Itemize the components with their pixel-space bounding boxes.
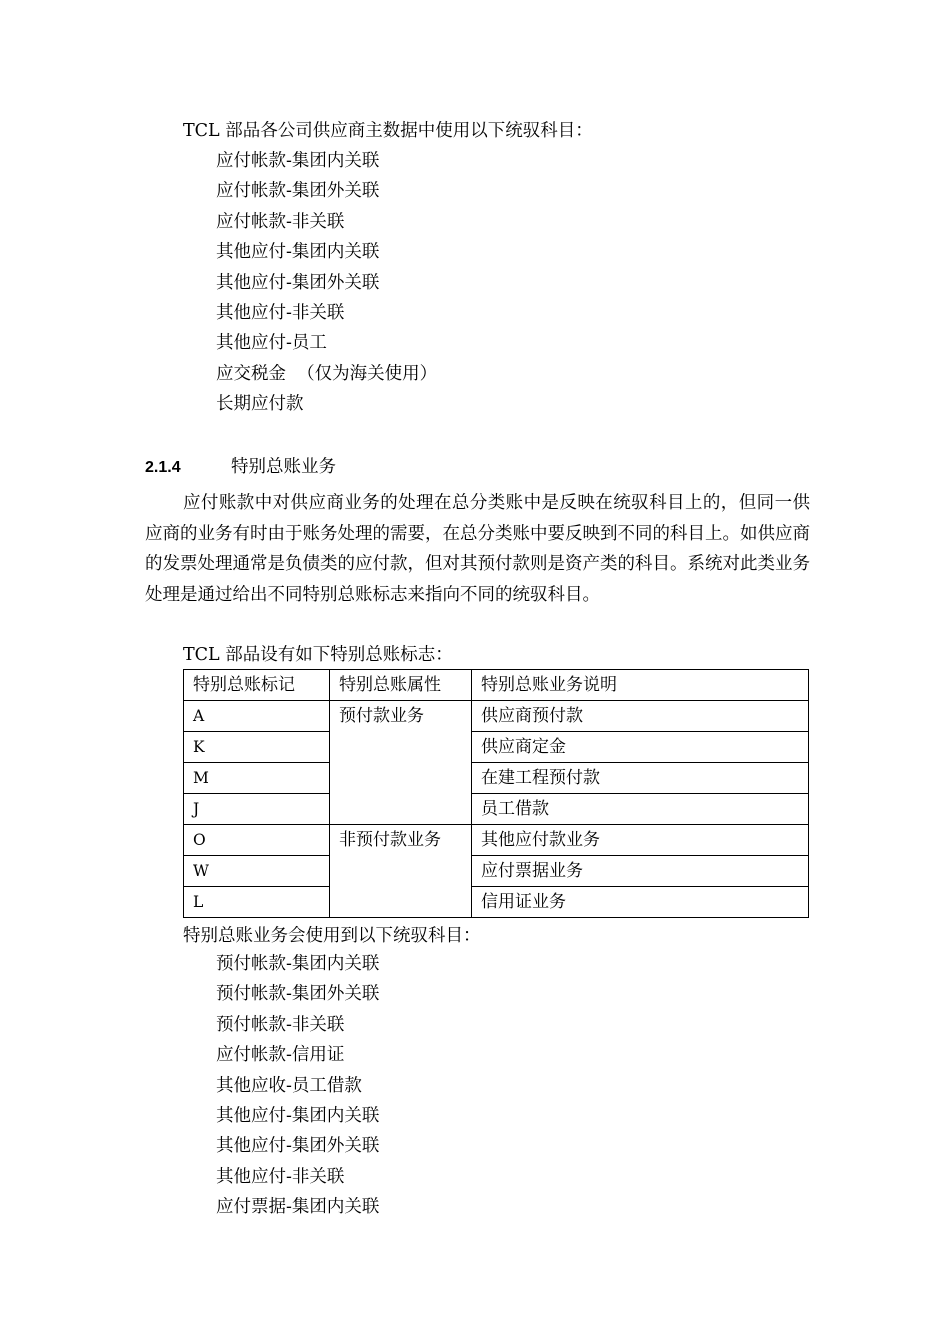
indicator-cell: L	[184, 887, 330, 918]
column-header-attribute: 特别总账属性	[330, 670, 472, 701]
column-header-indicator: 特别总账标记	[184, 670, 330, 701]
list-item: 其他应付-集团外关联	[216, 1136, 380, 1157]
description-cell: 在建工程预付款	[472, 763, 809, 794]
special-gl-indicator-table	[183, 669, 809, 918]
table-row	[184, 763, 809, 794]
table-intro: TCL 部品设有如下特别总账标志：	[183, 645, 453, 665]
list-item: 其他应付-员工	[216, 333, 327, 354]
indicator-cell: K	[184, 732, 330, 763]
table-row	[184, 856, 809, 887]
section-title: 特别总账业务	[231, 457, 336, 477]
list-item: 其他应付-集团内关联	[216, 1105, 380, 1126]
special-gl-account-list	[216, 953, 379, 1227]
list-item: 应付帐款-集团内关联	[216, 151, 380, 171]
table-row	[184, 887, 809, 918]
list-item: 应付帐款-集团外关联	[216, 181, 380, 202]
indicator-cell: J	[184, 794, 330, 825]
list-item: 应付帐款-信用证	[216, 1045, 345, 1066]
list-item: 长期应付款	[216, 394, 304, 415]
special-gl-accounts-intro: 特别总账业务会使用到以下统驭科目：	[183, 926, 481, 946]
list-item: 应付票据-集团内关联	[216, 1197, 380, 1218]
section-heading	[145, 456, 336, 479]
indicator-cell: M	[184, 763, 330, 794]
table-header-row	[184, 670, 809, 701]
supplier-reconciliation-account-list	[216, 150, 437, 424]
list-item: 其他应付-集团外关联	[216, 272, 380, 293]
attribute-cell-non-prepayment: 非预付款业务	[330, 825, 472, 918]
column-header-description: 特别总账业务说明	[472, 670, 809, 701]
supplier-accounts-intro: TCL 部品各公司供应商主数据中使用以下统驭科目：	[183, 121, 593, 141]
list-item: 应交税金 （仅为海关使用）	[216, 363, 438, 384]
list-item: 预付帐款-集团内关联	[216, 954, 380, 974]
indicator-cell: O	[184, 825, 330, 856]
table-row	[184, 794, 809, 825]
table-row	[184, 732, 809, 763]
list-item: 其他应付-非关联	[216, 302, 345, 323]
list-item: 其他应收-员工借款	[216, 1075, 362, 1096]
indicator-cell: A	[184, 701, 330, 732]
list-item: 预付帐款-集团外关联	[216, 984, 380, 1005]
section-number: 2.1.4	[145, 459, 181, 476]
description-cell: 信用证业务	[472, 887, 809, 918]
indicator-cell: W	[184, 856, 330, 887]
description-cell: 其他应付款业务	[472, 825, 809, 856]
section-paragraph: 应付账款中对供应商业务的处理在总分类账中是反映在统驭科目上的，但同一供应商的业务有时由于账务处理的需要，在总分类账中要反映到不同的科目上。如供应商的发票处理通常是负债类的应付款，但对其预付款则是资产类的科目。系统对此类业务处理是通过给出不同特别总账标志来指向不同的统驭科目。	[145, 493, 810, 605]
description-cell: 应付票据业务	[472, 856, 809, 887]
list-item: 预付帐款-非关联	[216, 1014, 345, 1035]
list-item: 其他应付-非关联	[216, 1166, 345, 1187]
table-row	[184, 825, 809, 856]
attribute-cell-prepayment: 预付款业务	[330, 701, 472, 825]
table-row	[184, 701, 809, 732]
list-item: 应付帐款-非关联	[216, 211, 345, 232]
description-cell: 供应商定金	[472, 732, 809, 763]
description-cell: 供应商预付款	[472, 701, 809, 732]
list-item: 其他应付-集团内关联	[216, 242, 380, 263]
description-cell: 员工借款	[472, 794, 809, 825]
